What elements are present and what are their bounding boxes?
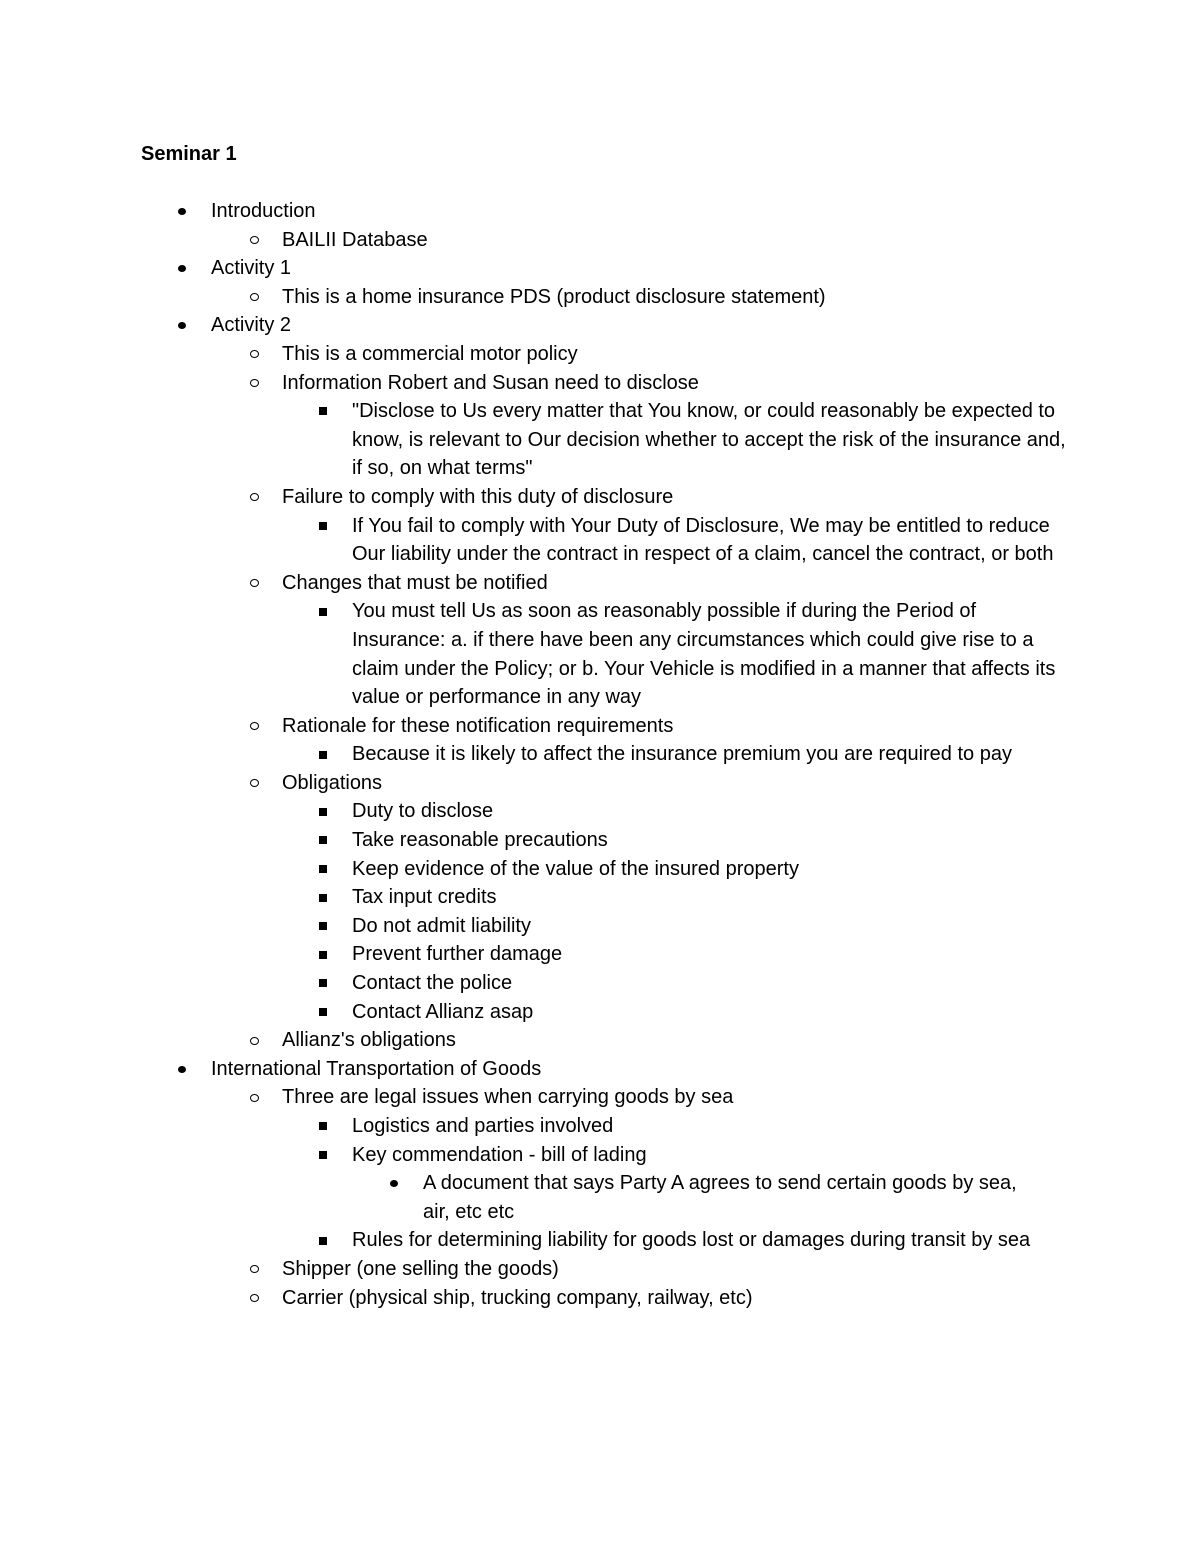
list-item: [0, 1284, 1200, 1313]
list-item-row: [0, 769, 1070, 798]
list-item-row: [0, 597, 1070, 711]
list-item-text: A document that says Party A agrees to send certain goods by sea, air, etc etc: [423, 1172, 1017, 1223]
list-item-text: Logistics and parties involved: [352, 1115, 614, 1137]
filled-circle-bullet-icon: [174, 197, 190, 226]
square-bullet-icon: [315, 397, 331, 426]
hollow-circle-bullet-icon: [246, 1284, 262, 1313]
list-item-text: Key commendation - bill of lading: [352, 1143, 647, 1166]
list-item-text: Rationale for these notification requirements: [282, 714, 674, 737]
nested-list: [0, 597, 1200, 711]
hollow-circle-bullet-icon: [246, 712, 262, 741]
list-item-text: Because it is likely to affect the insurance premium you are required to pay: [352, 743, 1012, 766]
hollow-circle-bullet-icon: [246, 283, 262, 312]
list-item-row: [0, 254, 1070, 283]
list-item-row: [0, 1055, 1070, 1084]
filled-circle-bullet-icon: [174, 254, 190, 283]
list-item: [0, 283, 1200, 312]
list-item: [0, 369, 1200, 483]
list-item-row: [0, 1141, 1070, 1170]
list-item-row: [0, 740, 1070, 769]
list-item-text: Take reasonable precautions: [352, 829, 608, 852]
square-bullet-icon: [315, 1112, 331, 1141]
list-item: [0, 226, 1200, 255]
list-item: [0, 769, 1200, 1026]
nested-list: [0, 1083, 1200, 1312]
list-item-row: [0, 369, 1070, 398]
list-item: [0, 940, 1200, 969]
list-item-row: [0, 283, 1070, 312]
list-item-row: [0, 569, 1070, 598]
list-item-row: [0, 512, 1070, 569]
list-item: [0, 1169, 1200, 1226]
list-item-row: [0, 397, 1070, 483]
list-item-text: Activity 2: [211, 314, 292, 337]
list-item: [0, 1026, 1200, 1055]
hollow-circle-bullet-icon: [246, 1026, 262, 1055]
list-item-text: Prevent further damage: [352, 943, 563, 966]
list-item-text: You must tell Us as soon as reasonably possible if during the Period of Insurance: a. if there have been any circumstances which could give rise to a claim under the Policy; or b. Your Vehicle is modified in a manner that affects its value or performance in any way: [352, 600, 1056, 709]
hollow-circle-bullet-icon: [246, 340, 262, 369]
list-item-text: Introduction: [211, 200, 316, 222]
list-item: [0, 912, 1200, 941]
list-item-row: [0, 1284, 1070, 1313]
list-item: [0, 597, 1200, 711]
list-item-row: [0, 1169, 1030, 1226]
square-bullet-icon: [315, 883, 331, 912]
list-item-row: [0, 940, 1070, 969]
document-title: Seminar 1: [141, 143, 237, 165]
square-bullet-icon: [315, 855, 331, 884]
list-item-row: [0, 712, 1070, 741]
list-item-row: [0, 797, 1070, 826]
square-bullet-icon: [315, 826, 331, 855]
list-item-text: This is a commercial motor policy: [282, 342, 578, 365]
square-bullet-icon: [315, 998, 331, 1027]
list-item: [0, 1141, 1200, 1227]
list-item-row: [0, 197, 1070, 226]
square-bullet-icon: [315, 797, 331, 826]
hollow-circle-bullet-icon: [246, 1255, 262, 1284]
list-item-row: [0, 1083, 1070, 1112]
nested-list: [0, 226, 1200, 255]
list-item: [0, 1255, 1200, 1284]
list-item-row: [0, 855, 1070, 884]
list-item: [0, 1112, 1200, 1141]
list-item-text: This is a home insurance PDS (product disclosure statement): [282, 285, 826, 308]
list-item: [0, 340, 1200, 369]
hollow-circle-bullet-icon: [246, 1083, 262, 1112]
nested-list: [0, 740, 1200, 769]
square-bullet-icon: [315, 740, 331, 769]
list-item-row: [0, 826, 1070, 855]
list-item-row: [0, 340, 1070, 369]
list-item-text: Duty to disclose: [352, 800, 494, 823]
list-item-text: Failure to comply with this duty of disclosure: [282, 485, 674, 508]
list-item-row: [0, 311, 1070, 340]
list-item: [0, 883, 1200, 912]
list-item: [0, 397, 1200, 483]
list-item: [0, 826, 1200, 855]
filled-circle-bullet-icon: [174, 311, 190, 340]
square-bullet-icon: [315, 597, 331, 626]
list-item-text: Three are legal issues when carrying goods by sea: [282, 1086, 734, 1109]
outline-list: [0, 197, 1200, 1312]
list-item: [0, 512, 1200, 569]
nested-list: [0, 1169, 1200, 1226]
list-item: [0, 797, 1200, 826]
nested-list: [0, 512, 1200, 569]
hollow-circle-bullet-icon: [246, 483, 262, 512]
list-item: [0, 197, 1200, 254]
list-item-text: If You fail to comply with Your Duty of Disclosure, We may be entitled to reduce Our liability under the contract in respect of a claim, cancel the contract, or both: [352, 514, 1054, 566]
square-bullet-icon: [315, 940, 331, 969]
list-item-text: Obligations: [282, 771, 383, 794]
list-item-text: Rules for determining liability for goods lost or damages during transit by sea: [352, 1229, 1031, 1252]
filled-circle-bullet-icon: [386, 1169, 402, 1198]
nested-list: [0, 797, 1200, 1026]
list-item-row: [0, 883, 1070, 912]
list-item-text: BAILII Database: [282, 228, 428, 251]
list-item: [0, 969, 1200, 998]
list-item: [0, 1083, 1200, 1255]
list-item-text: Information Robert and Susan need to disclose: [282, 371, 699, 394]
list-item-text: Do not admit liability: [352, 914, 531, 937]
square-bullet-icon: [315, 512, 331, 541]
list-item: [0, 1226, 1200, 1255]
square-bullet-icon: [315, 1141, 331, 1170]
nested-list: [0, 283, 1200, 312]
hollow-circle-bullet-icon: [246, 369, 262, 398]
list-item-text: Activity 1: [211, 257, 292, 280]
list-item-row: [0, 1026, 1070, 1055]
filled-circle-bullet-icon: [174, 1055, 190, 1084]
list-item-row: [0, 998, 1070, 1027]
list-item: [0, 712, 1200, 769]
hollow-circle-bullet-icon: [246, 769, 262, 798]
nested-list: [0, 340, 1200, 1055]
square-bullet-icon: [315, 969, 331, 998]
nested-list: [0, 397, 1200, 483]
list-item: [0, 311, 1200, 1054]
list-item: [0, 569, 1200, 712]
list-item: [0, 1055, 1200, 1312]
list-item-text: "Disclose to Us every matter that You know, or could reasonably be expected to know, is relevant to Our decision whether to accept the risk of the insurance and, if so, on what terms": [352, 400, 1066, 480]
list-item-row: [0, 1112, 1070, 1141]
list-item-text: Keep evidence of the value of the insured property: [352, 857, 799, 880]
square-bullet-icon: [315, 1226, 331, 1255]
list-item-text: Contact Allianz asap: [352, 1000, 534, 1023]
list-item: [0, 855, 1200, 884]
list-item-row: [0, 912, 1070, 941]
list-item-text: Tax input credits: [352, 886, 497, 909]
list-item-row: [0, 483, 1070, 512]
list-item-row: [0, 969, 1070, 998]
list-item-row: [0, 1226, 1070, 1255]
list-item-text: Shipper (one selling the goods): [282, 1257, 559, 1280]
square-bullet-icon: [315, 912, 331, 941]
list-item-text: Allianz's obligations: [282, 1029, 456, 1052]
list-item-text: Contact the police: [352, 972, 513, 995]
list-item: [0, 254, 1200, 311]
list-item-row: [0, 226, 1070, 255]
hollow-circle-bullet-icon: [246, 226, 262, 255]
list-item-text: International Transportation of Goods: [211, 1057, 542, 1080]
list-item-row: [0, 1255, 1070, 1284]
nested-list: [0, 1112, 1200, 1255]
hollow-circle-bullet-icon: [246, 569, 262, 598]
list-item-text: Changes that must be notified: [282, 571, 548, 594]
list-item: [0, 998, 1200, 1027]
list-item: [0, 483, 1200, 569]
list-item-text: Carrier (physical ship, trucking company, railway, etc): [282, 1286, 753, 1309]
list-item: [0, 740, 1200, 769]
